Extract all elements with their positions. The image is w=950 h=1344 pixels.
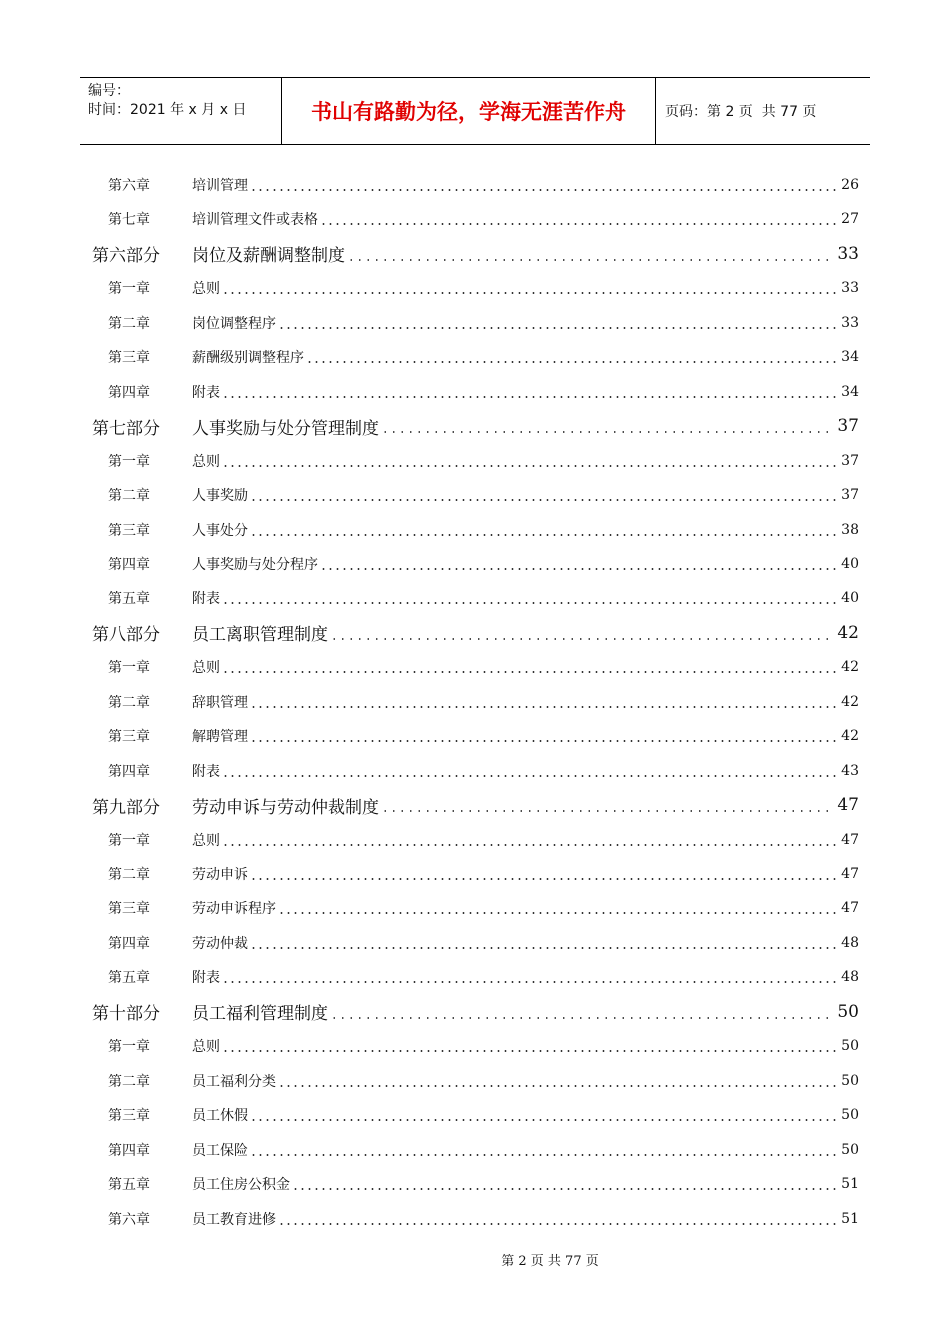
toc-entry-title: 薪酬级别调整程序 bbox=[192, 350, 304, 367]
toc-chapter-row[interactable] bbox=[0, 719, 950, 753]
header-motto: 书山有路勤为径，学海无涯苦作舟 bbox=[282, 78, 656, 144]
toc-entry-page: 33 bbox=[841, 314, 859, 331]
toc-entry-title: 劳动申诉 bbox=[192, 867, 248, 883]
toc-chapter-row[interactable] bbox=[0, 340, 950, 374]
toc-leader-dots bbox=[278, 1223, 838, 1225]
time-label: 时间：2021 年 x 月 x 日 bbox=[88, 102, 247, 118]
toc-leader-dots bbox=[250, 947, 838, 949]
toc-entry-page: 37 bbox=[837, 416, 859, 437]
toc-chapter-row[interactable] bbox=[0, 547, 950, 581]
toc-entry-title: 附表 bbox=[192, 763, 220, 780]
toc-entry-title: 员工住房公积金 bbox=[192, 1177, 290, 1194]
toc-leader-dots bbox=[250, 1154, 838, 1156]
toc-entry-page: 48 bbox=[841, 969, 859, 986]
toc-chapter-row[interactable] bbox=[0, 1064, 950, 1098]
toc-entry-page: 33 bbox=[837, 243, 859, 264]
serial-label: 编号： bbox=[88, 83, 130, 99]
toc-chapter-row[interactable] bbox=[0, 1098, 950, 1132]
toc-entry-title: 人事奖励与处分管理制度 bbox=[192, 418, 379, 439]
toc-part-row[interactable] bbox=[0, 237, 950, 271]
toc-entry-number: 第七章 bbox=[108, 212, 150, 229]
toc-entry-title: 辞职管理 bbox=[192, 694, 248, 711]
toc-leader-dots bbox=[278, 327, 838, 329]
toc-chapter-row[interactable] bbox=[0, 754, 950, 788]
toc-entry-title: 人事处分 bbox=[192, 522, 248, 539]
toc-entry-page: 50 bbox=[841, 1038, 859, 1055]
toc-leader-dots bbox=[250, 706, 838, 708]
toc-entry-number: 第三章 bbox=[108, 1108, 150, 1125]
toc-entry-number: 第二章 bbox=[108, 488, 150, 505]
toc-entry-number: 第四章 bbox=[108, 763, 150, 780]
toc-part-row[interactable] bbox=[0, 616, 950, 650]
toc-chapter-row[interactable] bbox=[0, 857, 950, 891]
toc-entry-number: 第四章 bbox=[108, 384, 150, 401]
toc-entry-title: 解聘管理 bbox=[192, 729, 248, 746]
toc-entry-number: 第六章 bbox=[108, 178, 150, 194]
toc-entry-page: 47 bbox=[841, 831, 859, 848]
toc-entry-title: 劳动申诉与劳动仲裁制度 bbox=[192, 797, 379, 818]
toc-chapter-row[interactable] bbox=[0, 926, 950, 960]
toc-entry-number: 第二章 bbox=[108, 1073, 150, 1090]
toc-entry-title: 人事奖励与处分程序 bbox=[192, 556, 318, 573]
toc-entry-number: 第四章 bbox=[108, 556, 150, 573]
toc-entry-title: 岗位及薪酬调整制度 bbox=[192, 246, 345, 267]
toc-chapter-row[interactable] bbox=[0, 306, 950, 340]
toc-entry-title: 附表 bbox=[192, 384, 220, 401]
toc-entry-title: 总则 bbox=[192, 1039, 220, 1056]
toc-leader-dots bbox=[278, 912, 838, 914]
toc-entry-number: 第三章 bbox=[108, 350, 150, 367]
toc-leader-dots bbox=[278, 1085, 838, 1087]
toc-entry-title: 员工离职管理制度 bbox=[192, 625, 328, 646]
toc-entry-title: 总则 bbox=[192, 832, 220, 849]
toc-part-row[interactable] bbox=[0, 409, 950, 443]
toc-entry-page: 47 bbox=[841, 866, 859, 882]
toc-entry-page: 38 bbox=[841, 521, 859, 538]
toc-leader-dots bbox=[347, 259, 834, 261]
toc-leader-dots bbox=[250, 1119, 838, 1121]
toc-entry-page: 40 bbox=[841, 590, 859, 607]
toc-leader-dots bbox=[222, 775, 838, 777]
page-info-text: 页码：第 2 页 共 77 页 bbox=[665, 104, 817, 120]
toc-chapter-row[interactable] bbox=[0, 960, 950, 994]
toc-leader-dots bbox=[320, 568, 838, 570]
toc-entry-title: 岗位调整程序 bbox=[192, 315, 276, 332]
toc-leader-dots bbox=[381, 810, 834, 812]
toc-entry-title: 附表 bbox=[192, 970, 220, 987]
toc-entry-page: 43 bbox=[841, 762, 859, 779]
toc-entry-number: 第一章 bbox=[108, 453, 150, 470]
toc-leader-dots bbox=[250, 534, 838, 536]
toc-entry-page: 47 bbox=[841, 900, 859, 917]
toc-entry-number: 第二章 bbox=[108, 867, 150, 883]
toc-leader-dots bbox=[222, 602, 838, 604]
toc-leader-dots bbox=[250, 189, 838, 191]
toc-entry-page: 34 bbox=[841, 383, 859, 400]
toc-entry-number: 第一章 bbox=[108, 281, 150, 298]
toc-entry-page: 50 bbox=[841, 1072, 859, 1089]
toc-leader-dots bbox=[222, 844, 838, 846]
header-meta bbox=[80, 78, 282, 144]
toc-entry-number: 第三章 bbox=[108, 522, 150, 539]
toc-entry-title: 培训管理 bbox=[192, 178, 248, 194]
toc-entry-number: 第五章 bbox=[108, 591, 150, 608]
toc-chapter-row[interactable] bbox=[0, 823, 950, 857]
page-footer: 第 2 页 共 77 页 bbox=[501, 1254, 599, 1269]
toc-entry-number: 第六部分 bbox=[92, 246, 160, 267]
toc-leader-dots bbox=[330, 1017, 834, 1019]
toc-entry-page: 26 bbox=[841, 177, 859, 193]
toc-leader-dots bbox=[250, 740, 838, 742]
toc-entry-page: 37 bbox=[841, 487, 859, 504]
toc-entry-page: 42 bbox=[841, 659, 859, 676]
toc-entry-title: 总则 bbox=[192, 453, 220, 470]
toc-entry-number: 第五章 bbox=[108, 970, 150, 987]
toc-entry-page: 27 bbox=[841, 211, 859, 228]
toc-chapter-row[interactable] bbox=[0, 202, 950, 236]
toc-entry-number: 第八部分 bbox=[92, 625, 160, 646]
toc-leader-dots bbox=[222, 671, 838, 673]
toc-entry-title: 员工福利管理制度 bbox=[192, 1004, 328, 1025]
toc-entry-page: 50 bbox=[841, 1141, 859, 1158]
toc-entry-number: 第七部分 bbox=[92, 418, 160, 439]
toc-chapter-row[interactable] bbox=[0, 650, 950, 684]
toc-leader-dots bbox=[222, 292, 838, 294]
toc-entry-title: 员工教育进修 bbox=[192, 1211, 276, 1228]
toc-leader-dots bbox=[250, 499, 838, 501]
toc-entry-number: 第一章 bbox=[108, 832, 150, 849]
toc-entry-number: 第九部分 bbox=[92, 797, 160, 818]
toc-entry-page: 42 bbox=[837, 622, 859, 643]
toc-leader-dots bbox=[381, 431, 834, 433]
toc-leader-dots bbox=[222, 465, 838, 467]
toc-part-row[interactable] bbox=[0, 788, 950, 822]
toc-entry-number: 第二章 bbox=[108, 694, 150, 711]
toc-entry-number: 第四章 bbox=[108, 1142, 150, 1159]
toc-leader-dots bbox=[222, 396, 838, 398]
toc-entry-title: 人事奖励 bbox=[192, 488, 248, 505]
toc-chapter-row[interactable] bbox=[0, 1133, 950, 1167]
toc-entry-title: 劳动仲裁 bbox=[192, 935, 248, 952]
toc-leader-dots bbox=[306, 361, 838, 363]
toc-entry-title: 员工休假 bbox=[192, 1108, 248, 1125]
toc-entry-number: 第五章 bbox=[108, 1177, 150, 1194]
toc-chapter-row[interactable] bbox=[0, 168, 950, 202]
toc-part-row[interactable] bbox=[0, 995, 950, 1029]
toc-entry-number: 第十部分 bbox=[92, 1004, 160, 1025]
toc-chapter-row[interactable] bbox=[0, 271, 950, 305]
toc-entry-page: 48 bbox=[841, 934, 859, 951]
toc-entry-title: 培训管理文件或表格 bbox=[192, 212, 318, 229]
toc-entry-number: 第二章 bbox=[108, 315, 150, 332]
toc-leader-dots bbox=[222, 981, 838, 983]
toc-entry-page: 50 bbox=[841, 1107, 859, 1124]
toc-chapter-row[interactable] bbox=[0, 478, 950, 512]
toc-entry-title: 总则 bbox=[192, 660, 220, 677]
toc-entry-title: 员工福利分类 bbox=[192, 1073, 276, 1090]
toc-entry-number: 第三章 bbox=[108, 729, 150, 746]
toc-chapter-row[interactable] bbox=[0, 1167, 950, 1201]
toc-chapter-row[interactable] bbox=[0, 1029, 950, 1063]
toc-entry-page: 47 bbox=[837, 795, 859, 816]
toc-leader-dots bbox=[330, 638, 834, 640]
toc-chapter-row[interactable] bbox=[0, 444, 950, 478]
toc-leader-dots bbox=[320, 223, 838, 225]
toc-chapter-row[interactable] bbox=[0, 891, 950, 925]
toc-entry-title: 劳动申诉程序 bbox=[192, 901, 276, 918]
toc-entry-page: 50 bbox=[837, 1001, 859, 1022]
toc-entry-title: 员工保险 bbox=[192, 1142, 248, 1159]
toc-entry-page: 37 bbox=[841, 452, 859, 469]
toc-entry-number: 第一章 bbox=[108, 1039, 150, 1056]
toc-entry-page: 34 bbox=[841, 349, 859, 366]
toc-entry-page: 42 bbox=[841, 693, 859, 710]
toc-entry-number: 第四章 bbox=[108, 935, 150, 952]
toc-chapter-row[interactable] bbox=[0, 513, 950, 547]
toc-chapter-row[interactable] bbox=[0, 1202, 950, 1236]
toc-chapter-row[interactable] bbox=[0, 685, 950, 719]
toc-leader-dots bbox=[292, 1188, 838, 1190]
toc-chapter-row[interactable] bbox=[0, 375, 950, 409]
toc-entry-title: 附表 bbox=[192, 591, 220, 608]
toc-entry-page: 33 bbox=[841, 280, 859, 297]
toc-leader-dots bbox=[222, 1050, 838, 1052]
toc-leader-dots bbox=[250, 878, 838, 880]
toc-entry-number: 第一章 bbox=[108, 660, 150, 677]
toc-entry-page: 51 bbox=[841, 1210, 859, 1227]
toc-chapter-row[interactable] bbox=[0, 581, 950, 615]
toc-entry-page: 51 bbox=[841, 1176, 859, 1193]
page-header bbox=[80, 77, 870, 145]
toc-entry-number: 第三章 bbox=[108, 901, 150, 918]
toc-entry-title: 总则 bbox=[192, 281, 220, 298]
toc-entry-page: 42 bbox=[841, 728, 859, 745]
toc-entry-page: 40 bbox=[841, 555, 859, 572]
header-page-info bbox=[656, 78, 870, 144]
toc-entry-number: 第六章 bbox=[108, 1211, 150, 1228]
